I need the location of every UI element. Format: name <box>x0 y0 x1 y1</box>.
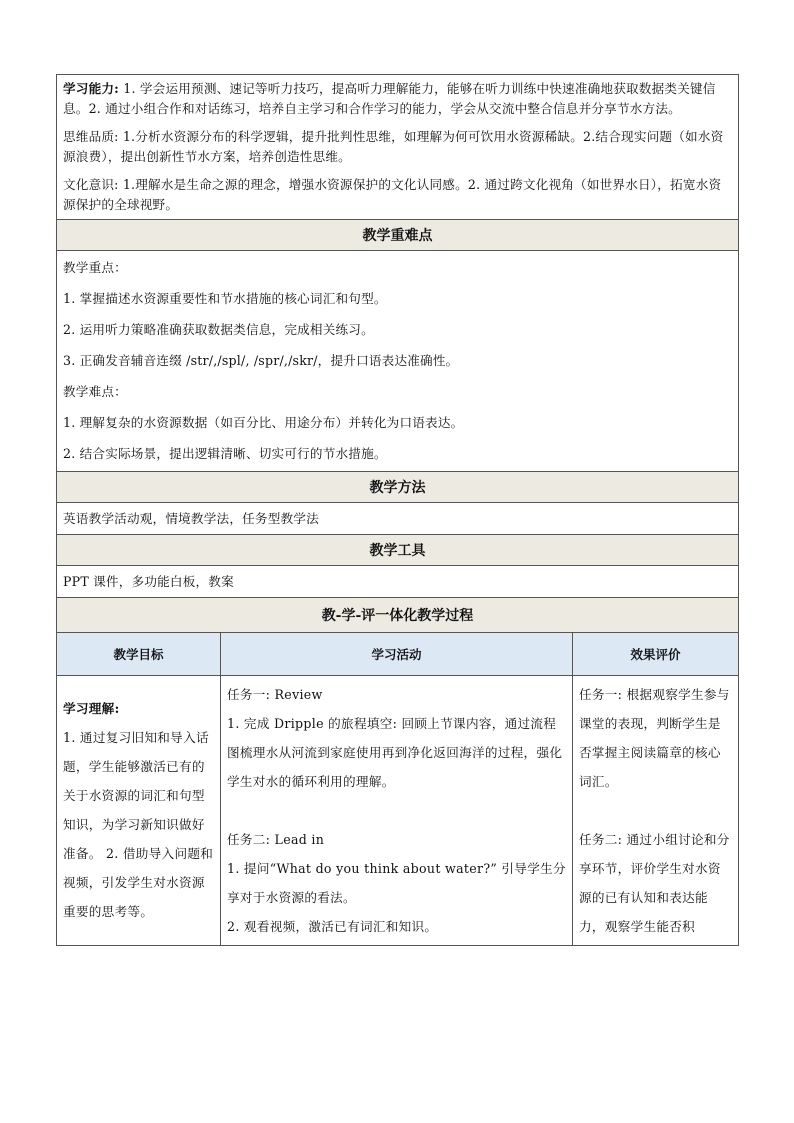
task1-title: 任务一: Review <box>227 687 323 702</box>
lesson-plan-page <box>56 74 738 946</box>
eval-task1: 任务一: 根据观察学生参与课堂的表现，判断学生是否掌握主阅读篇章的核心词汇。 <box>579 687 730 789</box>
culture-objective: 文化意识: 1.理解水是生命之源的理念，增强水资源保护的文化认同感。2. 通过跨文化视角（如世界水日），拓宽水资源保护的全球视野。 <box>63 177 722 212</box>
methods-header-row <box>57 472 739 503</box>
lesson-plan-table <box>56 74 739 946</box>
task2-item: 2. 观看视频，激活已有词汇和知识。 <box>227 919 438 934</box>
focus-item: 2. 运用听力策略准确获取数据类信息，完成相关练习。 <box>63 322 374 337</box>
spacer <box>227 796 566 825</box>
methods-header: 教学方法 <box>57 472 739 503</box>
evaluation-cell <box>573 676 739 946</box>
ability-label: 学习能力: <box>63 81 120 96</box>
task2-item: 1. 提问“What do you think about water?” 引导学生分享对于水资源的看法。 <box>227 861 566 905</box>
keypoints-row <box>57 251 739 472</box>
tools-cell <box>57 566 739 598</box>
eval-task2: 任务二: 通过小组讨论和分享环节，评价学生对水资源的已有认知和表达能力，观察学生能否积 <box>579 832 730 934</box>
focus-label: 教学重点： <box>63 260 127 275</box>
difficulty-item: 2. 结合实际场景，提出逻辑清晰、切实可行的节水措施。 <box>63 446 387 461</box>
methods-row <box>57 503 739 535</box>
process-header-row <box>57 598 739 633</box>
column-header-activity: 学习活动 <box>221 633 573 676</box>
thinking-objective: 思维品质: 1.分析水资源分布的科学逻辑，提升批判性思维，如理解为何可饮用水资源稀缺。2.结合现实问题（如水资源浪费），提出创新性节水方案，培养创造性思维。 <box>63 129 724 164</box>
ability-objective <box>57 75 738 123</box>
process-header: 教-学-评一体化教学过程 <box>57 598 739 633</box>
ability-text: 1. 学会运用预测、速记等听力技巧，提高听力理解能力，能够在听力训练中快速准确地获取数据类关键信息。2. 通过小组合作和对话练习，培养自主学习和合作学习的能力，学会从交流中整合信息并分享节水方法。 <box>63 81 716 116</box>
focus-item: 3. 正确发音辅音连缀 /str/,/spl/, /spr/,/skr/，提升口语表达准确性。 <box>63 353 459 368</box>
process-row <box>57 676 739 946</box>
tools-text: PPT 课件，多功能白板，教案 <box>63 574 234 589</box>
tools-row <box>57 566 739 598</box>
task2-title: 任务二: Lead in <box>227 832 325 847</box>
goal-title: 学习理解: <box>63 701 120 716</box>
objectives-row <box>57 75 739 220</box>
tools-header-row <box>57 535 739 566</box>
methods-text: 英语教学活动观，情境教学法，任务型教学法 <box>63 511 319 526</box>
task1-text: 1. 完成 Dripple 的旅程填空: 回顾上节课内容，通过流程图梳理水从河流到家庭使用再到净化返回海洋的过程，强化学生对水的循环利用的理解。 <box>227 716 563 789</box>
column-header-evaluation: 效果评价 <box>573 633 739 676</box>
focus-item: 1. 掌握描述水资源重要性和节水措施的核心词汇和句型。 <box>63 291 387 306</box>
difficulty-label: 教学难点： <box>63 384 127 399</box>
keypoints-cell <box>57 251 739 472</box>
methods-cell <box>57 503 739 535</box>
column-header-goal: 教学目标 <box>57 633 221 676</box>
difficulty-item: 1. 理解复杂的水资源数据（如百分比、用途分布）并转化为口语表达。 <box>63 415 464 430</box>
goal-text: 1. 通过复习旧知和导入话题，学生能够激活已有的关于水资源的词汇和句型知识，为学习新知识做好准备。 2. 借助导入问题和视频，引发学生对水资源重要的思考等。 <box>63 730 214 919</box>
process-column-header-row <box>57 633 739 676</box>
keypoints-header: 教学重难点 <box>57 220 739 251</box>
activity-cell <box>221 676 573 946</box>
objectives-cell <box>57 75 739 220</box>
tools-header: 教学工具 <box>57 535 739 566</box>
goal-cell <box>57 676 221 946</box>
spacer <box>579 796 732 825</box>
keypoints-header-row <box>57 220 739 251</box>
